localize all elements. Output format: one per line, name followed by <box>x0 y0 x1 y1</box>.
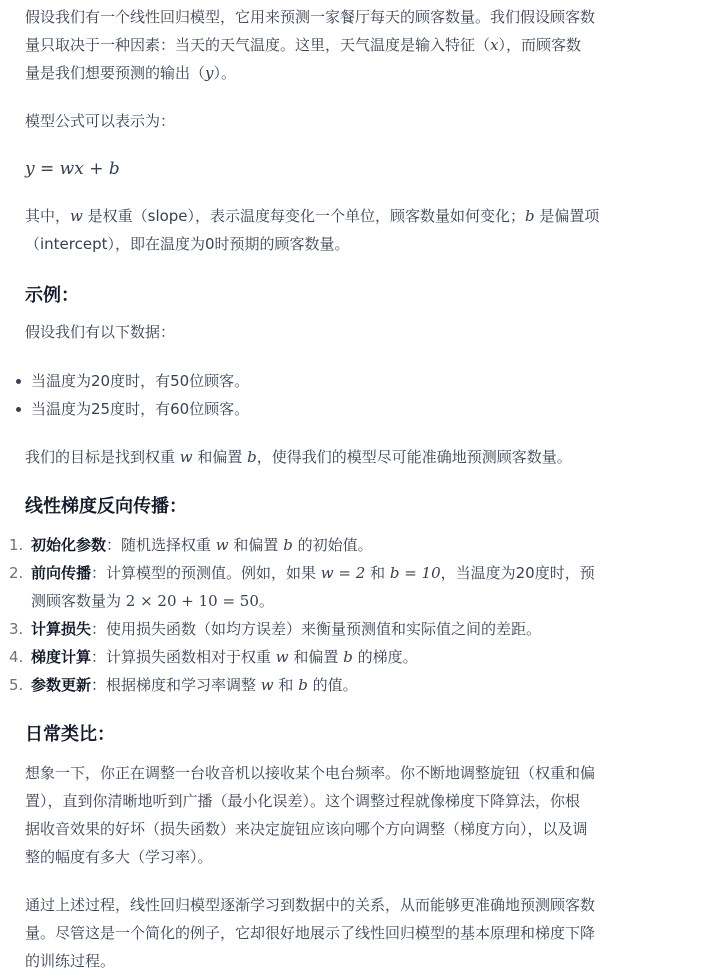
list-number: 5. <box>9 676 24 694</box>
example-lead: 假设我们有以下数据： <box>25 323 176 341</box>
example-list <box>0 367 700 423</box>
text: 测顾客数量为 <box>31 592 126 610</box>
text: ，当温度为20度时，预 <box>440 564 595 582</box>
bullet-icon <box>16 407 21 412</box>
text: 。 <box>258 592 274 610</box>
conclusion-line-2: 量。尽管这是一个简化的例子，它却很好地展示了线性回归模型的基本原理和梯度下降 <box>25 924 596 942</box>
var-w: w <box>215 536 229 554</box>
explain-paragraph <box>25 202 705 258</box>
conclusion-paragraph <box>25 891 705 975</box>
example-goal <box>25 443 572 471</box>
list-item <box>0 615 700 643</box>
text: ：计算损失函数相对于权重 <box>91 648 276 666</box>
analogy-paragraph <box>25 759 705 871</box>
text: 其中， <box>25 207 71 225</box>
var-w: w <box>260 676 274 694</box>
text: 的值。 <box>307 676 358 694</box>
text: 是权重（slope），表示温度每变化一个单位，顾客数量如何变化； <box>82 207 526 225</box>
var-b: b <box>247 448 257 466</box>
text: 和 <box>365 564 390 582</box>
step-title: 参数更新 <box>31 676 92 694</box>
formula-label: 模型公式可以表示为： <box>25 112 176 130</box>
equation: 2 × 20 + 10 = 50 <box>125 592 259 610</box>
example-heading: 示例： <box>25 285 79 306</box>
text: ）。 <box>213 64 237 82</box>
steps-list <box>0 531 700 699</box>
var-w: w <box>275 648 289 666</box>
list-item <box>0 643 700 671</box>
step-title: 前向传播 <box>31 564 92 582</box>
step-title: 初始化参数 <box>31 536 107 554</box>
step-title: 计算损失 <box>31 620 92 638</box>
analogy-line-4: 整的幅度有多大（学习率）。 <box>25 848 213 866</box>
intro-paragraph <box>25 3 705 87</box>
list-number: 1. <box>9 536 24 554</box>
text: 量是我们想要预测的输出（ <box>25 64 206 82</box>
text: 和偏置 <box>192 448 248 466</box>
list-item <box>0 671 700 699</box>
conclusion-line-3: 的训练过程。 <box>25 952 116 970</box>
steps-heading: 线性梯度反向传播： <box>25 496 187 517</box>
text: 的梯度。 <box>352 648 418 666</box>
text: 当温度为20度时，有50位顾客。 <box>31 372 250 390</box>
conclusion-line-1: 通过上述过程，线性回归模型逐渐学习到数据中的关系，从而能够更准确地预测顾客数 <box>25 896 596 914</box>
step-title: 梯度计算 <box>31 648 92 666</box>
intro-line-2 <box>25 31 705 59</box>
var-w: w <box>179 448 193 466</box>
analogy-line-1: 想象一下，你正在调整一台收音机以接收某个电台频率。你不断地调整旋钮（权重和偏 <box>25 764 596 782</box>
var-y: y <box>205 64 214 82</box>
text: ），而顾客数 <box>498 36 581 54</box>
var-b: b <box>283 536 293 554</box>
list-item <box>0 395 700 423</box>
list-item <box>0 559 700 615</box>
text: ：计算模型的预测值。例如，如果 <box>91 564 321 582</box>
list-item <box>0 367 700 395</box>
formula: y = wx + b <box>25 159 120 179</box>
equation: w = 2 <box>320 564 366 582</box>
equation: b = 10 <box>389 564 441 582</box>
analogy-heading: 日常类比： <box>25 724 115 745</box>
var-w: w <box>70 207 83 225</box>
analogy-line-3: 据收音效果的好坏（损失函数）来决定旋钮应该向哪个方向调整（梯度方向），以及调 <box>25 820 588 838</box>
list-item <box>0 531 700 559</box>
var-b: b <box>525 207 535 225</box>
analogy-line-2: 置），直到你清晰地听到广播（最小化误差）。这个调整过程就像梯度下降算法，你根 <box>25 792 581 810</box>
text: 和偏置 <box>228 536 284 554</box>
text: 量只取决于一种因素：当天的天气温度。这里，天气温度是输入特征（ <box>25 36 491 54</box>
text: ：根据梯度和学习率调整 <box>91 676 261 694</box>
text: 我们的目标是找到权重 <box>25 448 180 466</box>
text: 是偏置项 <box>534 207 600 225</box>
text: 和 <box>273 676 299 694</box>
text: 的初始值。 <box>292 536 373 554</box>
list-number: 3. <box>9 620 24 638</box>
intro-line-3 <box>25 59 705 87</box>
explain-line-1 <box>25 202 705 230</box>
text: ，使得我们的模型尽可能准确地预测顾客数量。 <box>256 448 572 466</box>
text: ：使用损失函数（如均方误差）来衡量预测值和实际值之间的差距。 <box>91 620 542 638</box>
var-x: x <box>490 36 499 54</box>
var-b: b <box>298 676 308 694</box>
intro-line-1: 假设我们有一个线性回归模型，它用来预测一家餐厅每天的顾客数量。我们假设顾客数 <box>25 8 596 26</box>
text: 当温度为25度时，有60位顾客。 <box>31 400 250 418</box>
list-number: 4. <box>9 648 24 666</box>
explain-line-2: （intercept），即在温度为0时预期的顾客数量。 <box>25 235 350 253</box>
list-number: 2. <box>9 564 24 582</box>
bullet-icon <box>16 379 21 384</box>
text: ：随机选择权重 <box>106 536 216 554</box>
var-b: b <box>343 648 353 666</box>
text: 和偏置 <box>288 648 344 666</box>
